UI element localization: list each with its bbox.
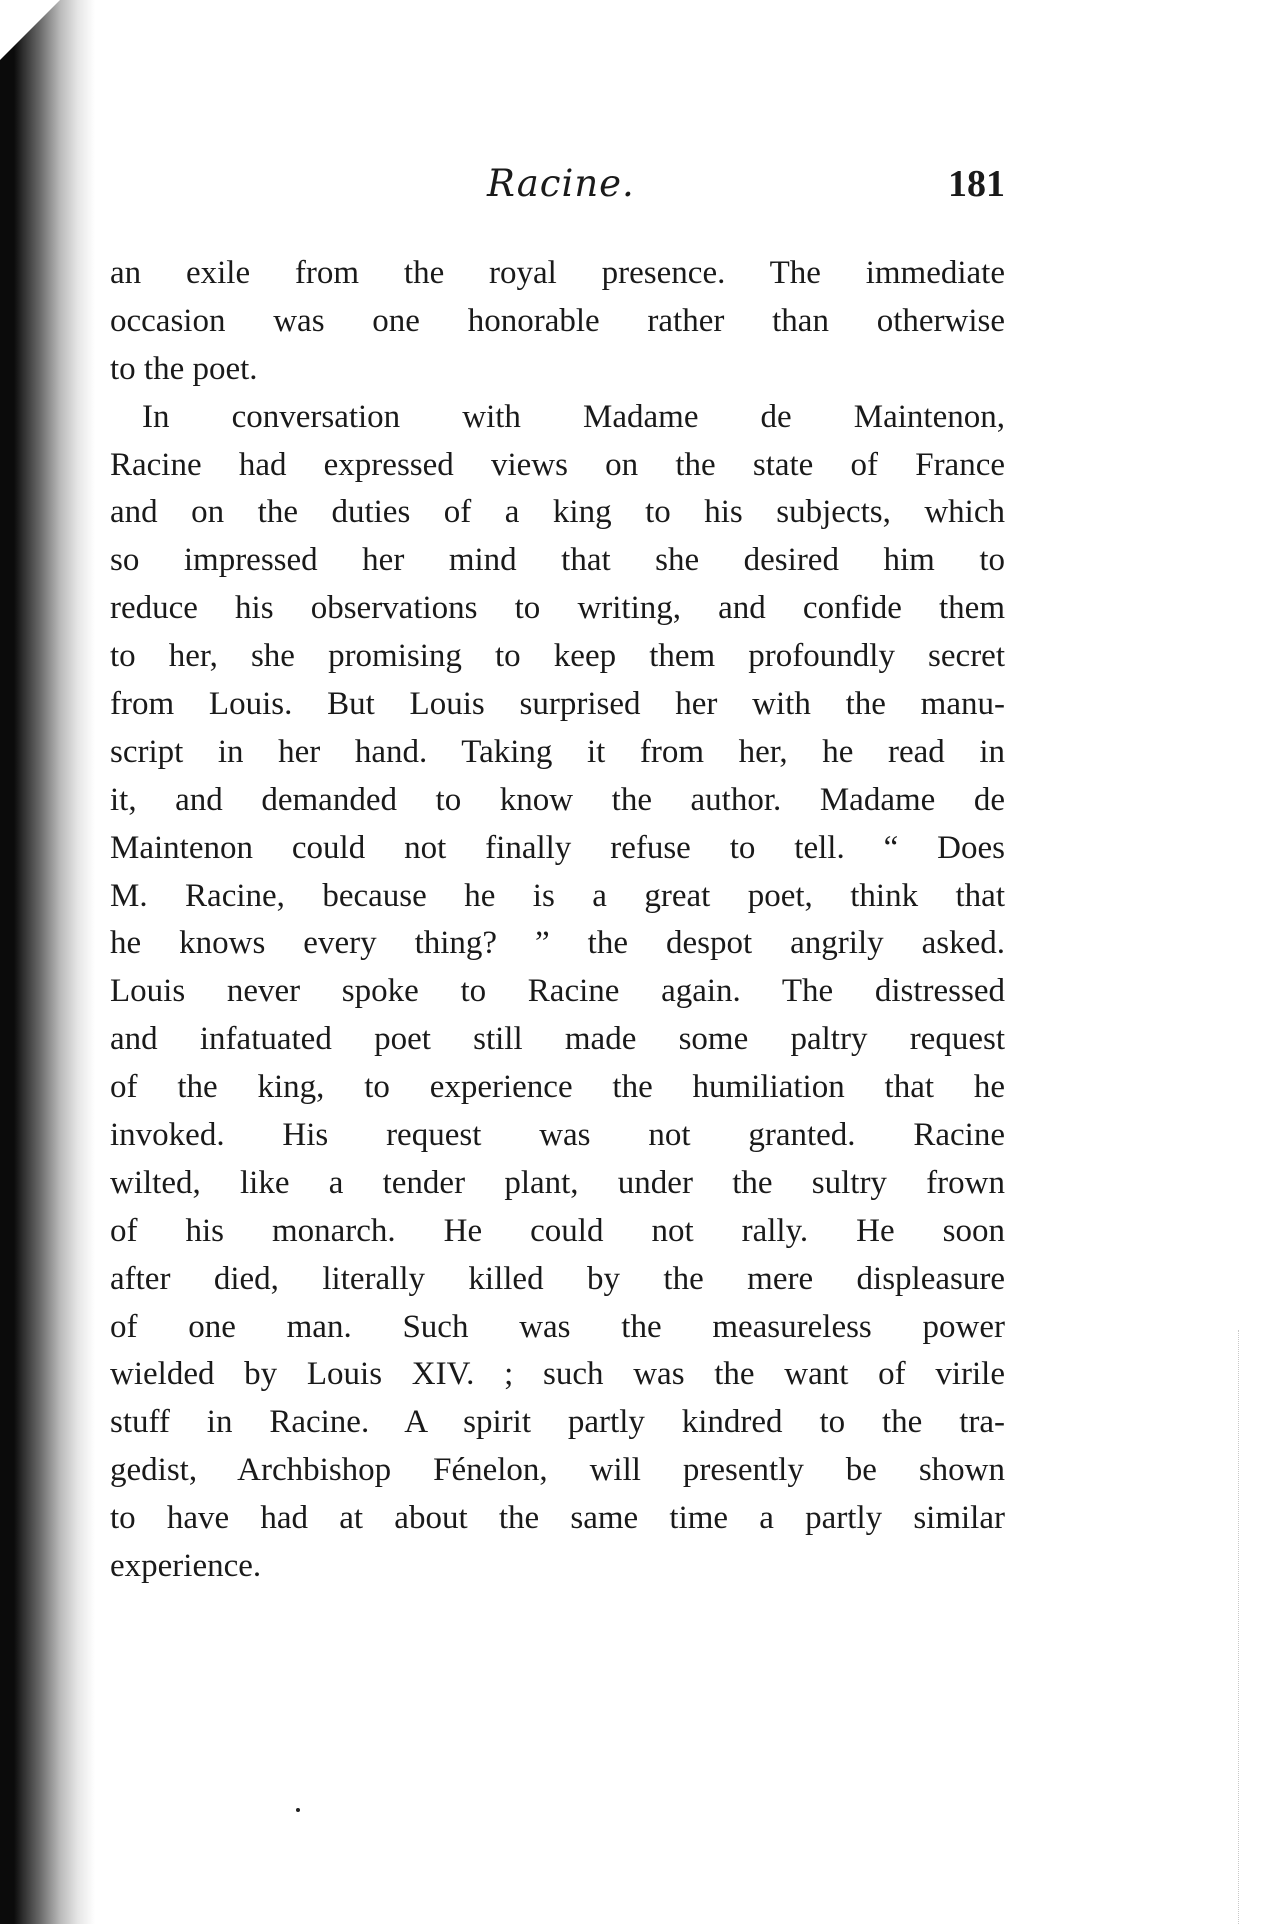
text-line: gedist, Archbishop Fénelon, will presently be shown [110,1452,1005,1489]
page-header [110,162,1005,222]
text-line: and on the duties of a king to his subjects, which [110,494,1005,531]
ink-speck [296,1808,300,1812]
text-line: occasion was one honorable rather than otherwise [110,302,1005,339]
body-text [110,250,1005,1591]
text-line: invoked. His request was not granted. Racine [110,1117,1005,1154]
text-line: to her, she promising to keep them profoundly secret [110,638,1005,675]
text-line: script in her hand. Taking it from her, he read in [110,733,1005,770]
text-line: reduce his observations to writing, and confide them [110,590,1005,627]
text-line: Maintenon could not finally refuse to tell. “ Does [110,829,1005,866]
text-line: wilted, like a tender plant, under the sultry frown [110,1164,1005,1201]
page-edge-marks [1238,1330,1241,1924]
text-line: he knows every thing? ” the despot angrily asked. [110,925,1005,962]
text-line: of one man. Such was the measureless power [110,1308,1005,1345]
binding-shadow [0,0,95,1924]
text-line: of his monarch. He could not rally. He soon [110,1212,1005,1249]
text-line: experience. [110,1548,262,1585]
text-line: stuff in Racine. A spirit partly kindred to the tra- [110,1404,1005,1441]
text-line: to have had at about the same time a partly similar [110,1500,1005,1537]
text-line: wielded by Louis XIV. ; such was the want of virile [110,1356,1005,1393]
page-number: 181 [948,163,1005,205]
text-line: it, and demanded to know the author. Madame de [110,781,1005,818]
text-line: to the poet. [110,350,258,387]
text-line: from Louis. But Louis surprised her with the manu- [110,686,1005,723]
text-line: and infatuated poet still made some paltry request [110,1021,1005,1058]
text-line: after died, literally killed by the mere displeasure [110,1260,1005,1297]
text-line: Racine had expressed views on the state of France [110,446,1005,483]
text-line: In conversation with Madame de Maintenon, [142,398,1005,435]
text-line: M. Racine, because he is a great poet, think that [110,877,1005,914]
text-line: an exile from the royal presence. The immediate [110,255,1005,291]
running-title: Racine. [487,162,635,205]
text-line: so impressed her mind that she desired him to [110,542,1005,579]
text-line: of the king, to experience the humiliation that he [110,1069,1005,1106]
text-line: Louis never spoke to Racine again. The distressed [110,973,1005,1010]
